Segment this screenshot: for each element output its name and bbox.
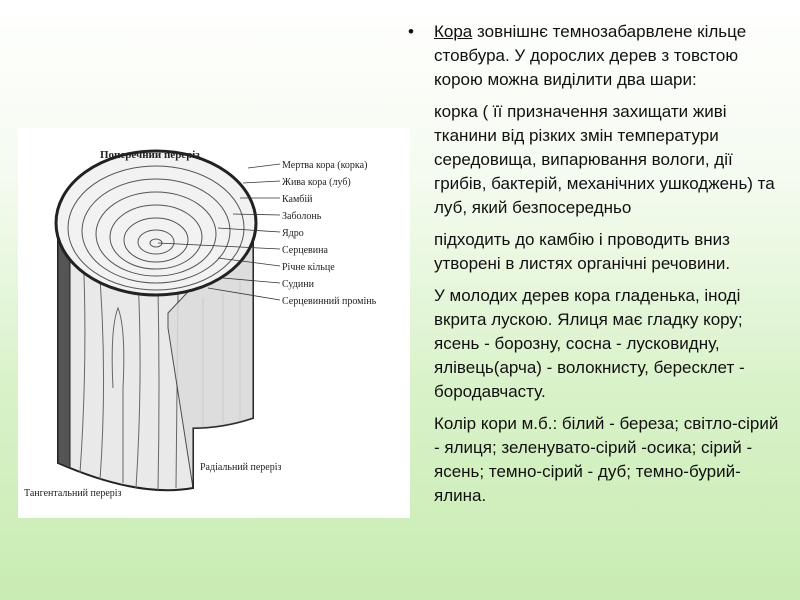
bullet-marker: •: [408, 22, 414, 41]
label-cross-section: Поперечний переріз: [100, 149, 200, 161]
tree-trunk-section-figure: [18, 128, 410, 518]
first-bullet-paragraph: [408, 20, 788, 100]
label-sapwood: Заболонь: [282, 211, 322, 222]
label-annual-ring: Річне кільце: [282, 262, 335, 273]
paragraph-2: корка ( її призначення захищати живі тканини від різких змін температури середовища, випарювання вологи, дії грибів, бактерій, механічних ушкоджень) та луб, який безпосередньо: [434, 102, 775, 217]
trunk-diagram: [18, 128, 410, 518]
bark-description: [408, 20, 788, 516]
label-tangential-section: Тангентальний переріз: [24, 488, 122, 499]
paragraph-3: підходить до камбію і проводить вниз утворені в листях органічні речовини.: [434, 230, 731, 273]
label-vessels: Судини: [282, 279, 314, 290]
label-cambium: Камбій: [282, 194, 313, 205]
paragraph-1: [434, 20, 788, 92]
label-dead-bark: Мертва кора (корка): [282, 160, 368, 171]
paragraph-1-text: зовнішнє темнозабарвлене кільце стовбура. У дорослих дерев з товстою корою можна виділити два шари:: [434, 22, 747, 89]
label-medullary-ray: Серцевинний промінь: [282, 296, 377, 307]
label-radial-section: Радіальний переріз: [200, 462, 282, 473]
kora-term: Кора: [434, 22, 473, 41]
label-living-bark: Жива кора (луб): [282, 177, 351, 188]
label-heartwood: Ядро: [282, 228, 304, 239]
paragraph-5: Колір кори м.б.: білий - береза; світло-сірий - ялиця; зеленувато-сірий -осика; сірий - ясень; темно-сірий - дуб; темно-бурий- ялина.: [434, 414, 779, 505]
label-pith: Серцевина: [282, 245, 328, 256]
paragraph-4: У молодих дерев кора гладенька, іноді вкрита лускою. Ялиця має гладку кору; ясень - борозну, сосна - лусковидну, ялівець(арча) - волокнисту, бересклет - бородавчасту.: [434, 286, 745, 401]
